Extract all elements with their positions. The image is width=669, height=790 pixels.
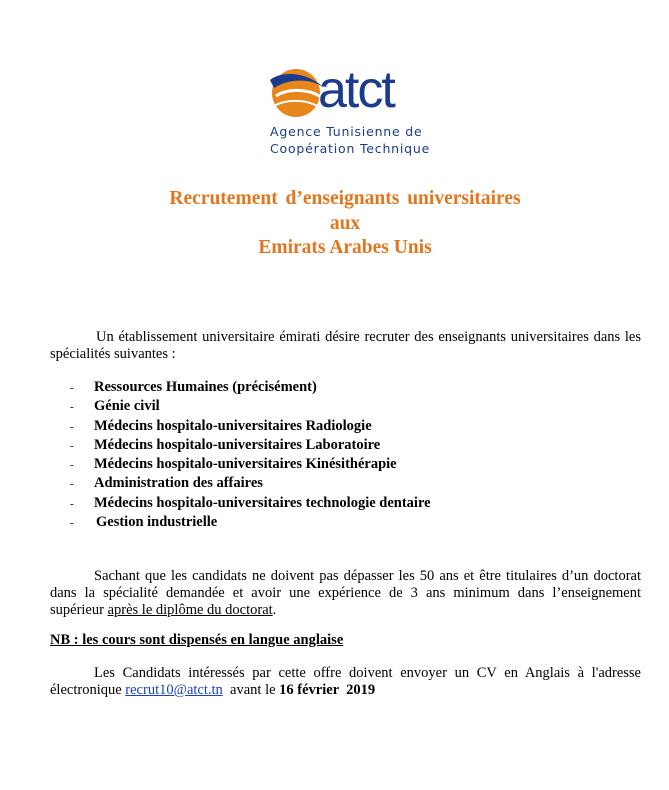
specialty-label: Ressources Humaines (précisément) bbox=[94, 379, 317, 395]
atct-logo bbox=[268, 61, 438, 156]
bullet-dash: - bbox=[70, 497, 74, 510]
title-line1: Recrutement d’enseignants universitaires bbox=[169, 188, 521, 209]
contact-middle: avant le bbox=[222, 682, 280, 698]
specialty-label: Administration des affaires bbox=[94, 475, 263, 492]
list-item bbox=[70, 379, 431, 398]
bullet-dash: - bbox=[70, 517, 74, 530]
list-item bbox=[70, 418, 431, 437]
bullet-dash: - bbox=[70, 439, 74, 452]
conditions-underlined: après le diplôme du doctorat bbox=[107, 602, 273, 618]
title-line2: aux bbox=[329, 213, 361, 234]
specialty-label: Gestion industrielle bbox=[96, 514, 218, 531]
bullet-dash: - bbox=[70, 401, 74, 414]
bullet-dash: - bbox=[70, 459, 74, 472]
logo-subtitle-line1: Agence Tunisienne de bbox=[270, 124, 423, 139]
specialties-list bbox=[70, 379, 431, 533]
specialty-label: Médecins hospitalo-universitaires Kinésithérapie bbox=[94, 456, 397, 473]
bullet-dash: - bbox=[70, 382, 74, 394]
specialty-label: Médecins hospitalo-universitaires Laboratoire bbox=[94, 436, 381, 453]
list-item bbox=[70, 437, 431, 456]
bullet-dash: - bbox=[70, 420, 74, 433]
specialty-label: Médecins hospitalo-universitaires technologie dentaire bbox=[94, 494, 431, 511]
bullet-dash: - bbox=[70, 478, 74, 491]
contact-text: Les Candidats intéressés par cette offre doivent envoyer un CV en Anglais à l'adresse électronique bbox=[50, 665, 641, 698]
specialty-label: Génie civil bbox=[94, 398, 160, 415]
list-item bbox=[70, 475, 431, 494]
logo-wordmark: atct bbox=[318, 61, 394, 119]
conditions-paragraph bbox=[50, 568, 641, 619]
list-item bbox=[70, 398, 431, 417]
intro-paragraph: Un établissement universitaire émirati désire recruter des enseignants universitaires dans les spécialités suivantes : bbox=[50, 329, 641, 362]
deadline-date: 16 février 2019 bbox=[279, 682, 376, 698]
specialty-label: Médecins hospitalo-universitaires Radiologie bbox=[94, 417, 372, 434]
title-line3: Emirats Arabes Unis bbox=[258, 237, 432, 258]
nb-note: NB : les cours sont dispensés en langue anglaise bbox=[50, 632, 344, 648]
list-item bbox=[70, 456, 431, 475]
conditions-end: . bbox=[272, 602, 277, 618]
logo-subtitle-line2: Coopération Technique bbox=[270, 141, 431, 156]
email-link[interactable]: recrut10@atct.tn bbox=[125, 682, 223, 698]
conditions-text: Sachant que les candidats ne doivent pas dépasser les 50 ans et être titulaires d’un doctorat dans la spécialité demandée et avoir une expérience de 3 ans minimum dans l’enseignement supérieur bbox=[50, 568, 641, 618]
list-item bbox=[70, 495, 431, 514]
contact-paragraph bbox=[50, 665, 641, 699]
list-item bbox=[70, 514, 431, 533]
